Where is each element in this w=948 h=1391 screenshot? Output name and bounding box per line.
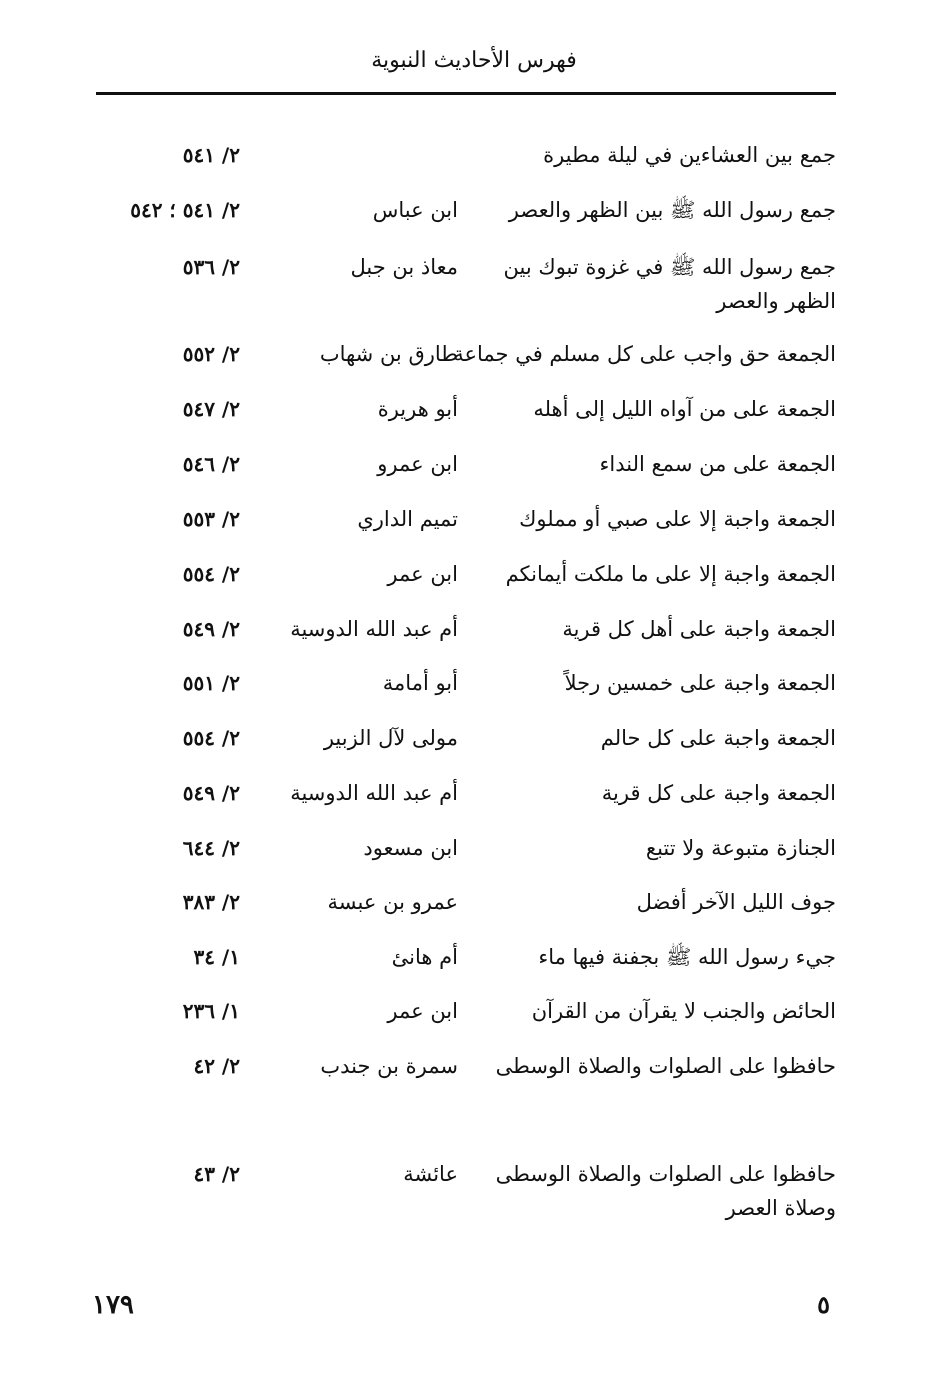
narrator-name: ابن عمر <box>387 562 458 586</box>
narrator-name: سمرة بن جندب <box>320 1054 458 1078</box>
narrator-name: ابن عمرو <box>377 452 458 476</box>
narrator-name: ابن عمر <box>387 999 458 1023</box>
narrator-name: أم عبد الله الدوسية <box>290 617 458 641</box>
hadith-text: الجمعة واجبة على كل حالم <box>600 726 836 750</box>
hadith-text: جمع رسول الله ﷺ في غزوة تبوك بين الظهر والعصر <box>503 255 836 313</box>
narrator-name: أم عبد الله الدوسية <box>290 781 458 805</box>
hadith-text: الجمعة واجبة إلا على ما ملكت أيمانكم <box>505 562 836 586</box>
hadith-text: جمع بين العشاءين في ليلة مطيرة <box>543 143 836 167</box>
hadith-text: الجمعة واجبة على أهل كل قرية <box>562 617 836 641</box>
narrator-name: مولى لآل الزبير <box>323 726 458 750</box>
volume-page-ref: ١/ ٢٣٦ <box>182 999 240 1023</box>
volume-page-ref: ٢/ ٥٥٢ <box>182 342 240 366</box>
hadith-text: الجمعة حق واجب على كل مسلم في جماعة <box>453 342 836 366</box>
volume-page-ref: ٢/ ٦٤٤ <box>182 836 240 860</box>
hadith-text: الجمعة على من آواه الليل إلى أهله <box>533 397 836 421</box>
page-header-title: فهرس الأحاديث النبوية <box>371 48 577 73</box>
volume-page-ref: ٢/ ٥٥٤ <box>182 726 240 750</box>
volume-page-ref: ٢/ ٥٥١ <box>182 671 240 695</box>
volume-page-ref: ١/ ٣٤ <box>193 945 240 969</box>
volume-page-ref: ٢/ ٥٤٦ <box>182 452 240 476</box>
hadith-text: جوف الليل الآخر أفضل <box>636 890 836 914</box>
narrator-name: ابن مسعود <box>363 836 458 860</box>
hadith-text: الجمعة واجبة إلا على صبي أو مملوك <box>519 507 836 531</box>
hadith-text: حافظوا على الصلوات والصلاة الوسطى <box>495 1054 836 1078</box>
hadith-text: جيء رسول الله ﷺ بجفنة فيها ماء <box>538 945 836 969</box>
narrator-name: عائشة <box>403 1162 458 1186</box>
narrator-name: عمرو بن عبسة <box>327 890 458 914</box>
narrator-name: تميم الداري <box>357 507 458 531</box>
volume-page-ref: ٢/ ٥٤٩ <box>182 617 240 641</box>
hadith-text: الجنازة متبوعة ولا تتبع <box>645 836 836 860</box>
volume-page-ref: ٢/ ٣٨٣ <box>182 890 240 914</box>
volume-page-ref: ٢/ ٤٣ <box>193 1162 240 1186</box>
volume-page-ref: ٢/ ٥٥٣ <box>182 507 240 531</box>
volume-page-ref: ٢/ ٥٤٧ <box>182 397 240 421</box>
hadith-text: جمع رسول الله ﷺ بين الظهر والعصر <box>508 198 836 222</box>
hadith-text: حافظوا على الصلوات والصلاة الوسطى وصلاة العصر <box>495 1162 836 1220</box>
page-number: ١٧٩ <box>92 1290 134 1320</box>
narrator-name: أبو أمامة <box>382 671 458 695</box>
volume-number: ٥ <box>817 1290 830 1319</box>
volume-page-ref: ٢/ ٥٤١ ؛ ٥٤٢ <box>130 198 240 222</box>
hadith-text: الجمعة واجبة على خمسين رجلاً <box>564 671 836 695</box>
hadith-text: الحائض والجنب لا يقرآن من القرآن <box>531 999 836 1023</box>
narrator-name: معاذ بن جبل <box>350 255 458 279</box>
narrator-name: أبو هريرة <box>377 397 458 421</box>
volume-page-ref: ٢/ ٥٥٤ <box>182 562 240 586</box>
volume-page-ref: ٢/ ٥٣٦ <box>182 255 240 279</box>
volume-page-ref: ٢/ ٥٤٩ <box>182 781 240 805</box>
volume-page-ref: ٢/ ٥٤١ <box>182 143 240 167</box>
volume-page-ref: ٢/ ٤٢ <box>193 1054 240 1078</box>
hadith-text: الجمعة واجبة على كل قرية <box>601 781 836 805</box>
hadith-text: الجمعة على من سمع النداء <box>599 452 836 476</box>
narrator-name: طارق بن شهاب <box>319 342 458 366</box>
narrator-name: أم هانئ <box>391 945 458 969</box>
narrator-name: ابن عباس <box>372 198 458 222</box>
